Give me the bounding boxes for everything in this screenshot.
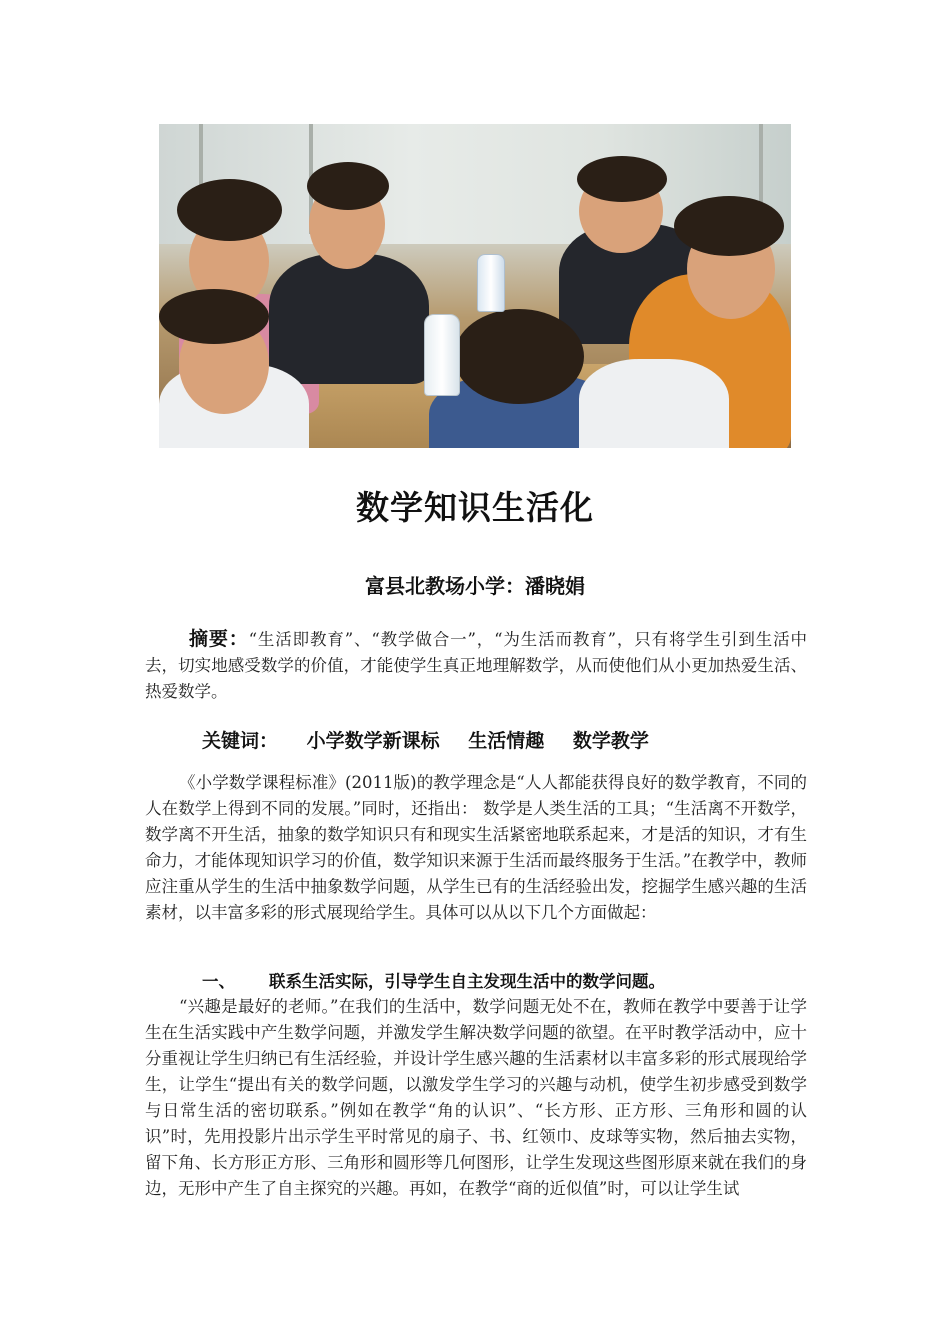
abstract-label: 摘要： [189, 628, 249, 650]
section-number: 一、 [202, 972, 235, 991]
bottle-image [424, 314, 460, 396]
article-title: 数学知识生活化 [356, 488, 594, 527]
keyword: 生活情趣 [468, 730, 545, 752]
section-heading [202, 968, 665, 992]
article-author: 富县北教场小学：潘晓娟 [365, 574, 585, 598]
section-title: 联系生活实际，引导学生自主发现生活中的数学问题。 [269, 972, 665, 991]
body-paragraph: “兴趣是最好的老师。”在我们的生活中，数学问题无处不在，教师在教学中要善于让学生在生活实践中产生数学问题，并激发学生解决数学问题的欲望。在平时教学活动中，应十分重视让学生归纳已有生活经验，并设计学生感兴趣的生活素材以丰富多彩的形式展现给学生，让学生“提出有关的数学问题，以激发学生学习的兴趣与动机，使学生初步感受到数学与日常生活的密切联系。”例如在教学“角的认识”、“长方形、正方形、三角形和圆的认识”时，先用投影片出示学生平时常见的扇子、书、红领巾、皮球等实物，然后抽去实物，留下角、长方形正方形、三角形和圆形等几何图形，让学生发现这些图形原来就在我们的身边，无形中产生了自主探究的兴趣。再如，在教学“商的近似值”时，可以让学生试 [145, 997, 807, 1198]
keyword: 数学教学 [572, 730, 649, 752]
abstract [145, 626, 807, 705]
keyword: 小学数学新课标 [306, 730, 440, 752]
keywords [202, 726, 671, 753]
body-paragraph: 《小学数学课程标准》(2011版)的教学理念是“人人都能获得良好的数学教育，不同的人在数学上得到不同的发展。”同时，还指出： 数学是人类生活的工具；“生活离不开数学，数学离不开生活，抽象的数学知识只有和现实生活紧密地联系起来，才是活的知识，才有生命力，才能体现知识学习的价值，数学知识来源于生活而最终服务于生活。”在教学中，教师应注重从学生的生活中抽象数学问题，从学生已有的生活经验出发，挖掘学生感兴趣的生活素材，以丰富多彩的形式展现给学生。具体可以从以下几个方面做起： [145, 773, 807, 922]
bottle-image [477, 254, 505, 312]
classroom-photo [159, 124, 791, 448]
abstract-text: “生活即教育”、“教学做合一”，“为生活而教育”，只有将学生引到生活中去，切实地感受数学的价值，才能使学生真正地理解数学，从而使他们从小更加热爱生活、热爱数学。 [145, 630, 807, 701]
keywords-label: 关键词： [202, 730, 279, 752]
